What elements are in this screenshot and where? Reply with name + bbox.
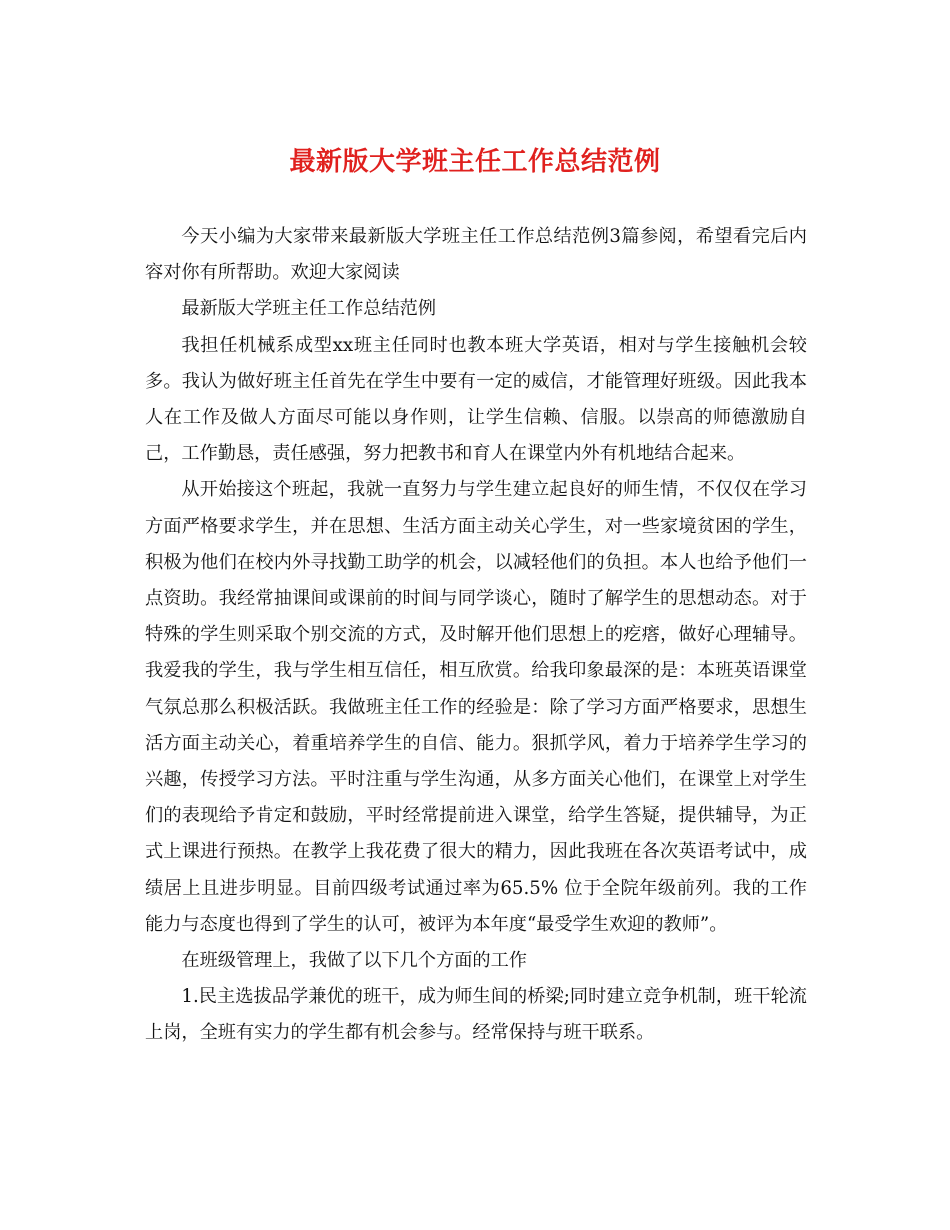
intro-paragraph: 今天小编为大家带来最新版大学班主任工作总结范例3篇参阅，希望看完后内容对你有所帮助。欢迎大家阅读 <box>145 226 807 284</box>
body-paragraph: 在班级管理上，我做了以下几个方面的工作 <box>181 950 527 972</box>
body-paragraph: 从开始接这个班起，我就一直努力与学生建立起良好的师生情，不仅仅在学习方面严格要求学生，并在思想、生活方面主动关心学生，对一些家境贫困的学生，积极为他们在校内外寻找勤工助学的机会，以减轻他们的负担。本人也给予他们一点资助。我经常抽课间或课前的时间与同学谈心，随时了解学生的思想动态。对于特殊的学生则采取个别交流的方式，及时解开他们思想上的疙瘩，做好心理辅导。我爱我的学生，我与学生相互信任，相互欣赏。给我印象最深的是：本班英语课堂气氛总那么积极活跃。我做班主任工作的经验是：除了学习方面严格要求，思想生活方面主动关心，着重培养学生的自信、能力。狠抓学风，着力于培养学生学习的兴趣，传授学习方法。平时注重与学生沟通，从多方面关心他们，在课堂上对学生们的表现给予肯定和鼓励，平时经常提前进入课堂，给学生答疑，提供辅导，为正式上课进行预热。在教学上我花费了很大的精力，因此我班在各次英语考试中，成绩居上且进步明显。目前四级考试通过率为65.5% 位于全院年级前列。我的工作能力与态度也得到了学生的认可，被评为本年度“最受学生欢迎的教师”。 <box>145 479 807 935</box>
document-title: 最新版大学班主任工作总结范例 <box>289 147 661 177</box>
document-body <box>145 219 807 1052</box>
list-item: 1.民主选拔品学兼优的班干，成为师生间的桥梁;同时建立竞争机制，班干轮流上岗，全班有实力的学生都有机会参与。经常保持与班干联系。 <box>145 986 807 1044</box>
body-paragraph: 我担任机械系成型xx班主任同时也教本班大学英语，相对与学生接触机会较多。我认为做好班主任首先在学生中要有一定的威信，才能管理好班级。因此我本人在工作及做人方面尽可能以身作则，让学生信赖、信服。以崇高的师德激励自己，工作勤恳，责任感强，努力把教书和育人在课堂内外有机地结合起来。 <box>145 334 807 465</box>
section-heading: 最新版大学班主任工作总结范例 <box>181 298 437 320</box>
